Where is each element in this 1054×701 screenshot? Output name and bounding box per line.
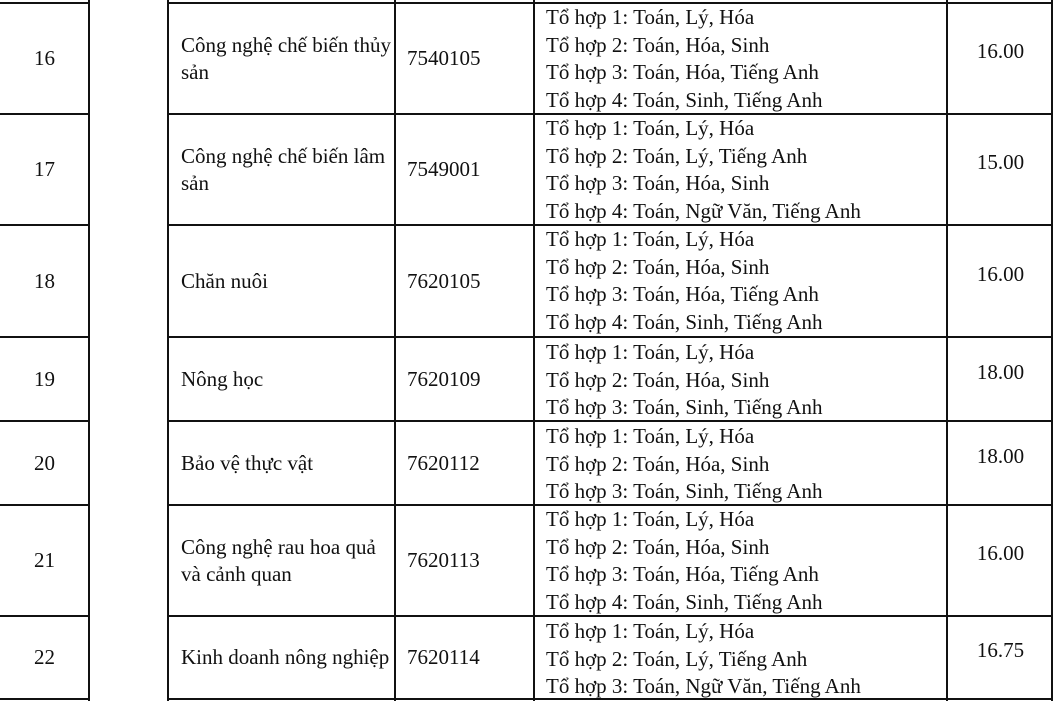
major-name: Công nghệ chế biến thủy sản [181,32,391,84]
subject-combinations [536,422,947,505]
major-name: Công nghệ rau hoa quả và cảnh quan [181,534,376,586]
major-name: Công nghệ chế biến lâm sản [181,143,386,195]
subject-combinations [536,506,947,616]
major-name: Kinh doanh nông nghiệp [181,645,390,670]
combination-line: Tổ hợp 2: Toán, Hóa, Sinh [546,451,770,476]
row-number: 22 [34,645,55,670]
combination-line: Tổ hợp 4: Toán, Ngữ Văn, Tiếng Anh [546,198,861,223]
major-code: 7549001 [407,157,481,182]
major-code: 7620114 [407,645,480,670]
combination-line: Tổ hợp 3: Toán, Hóa, Sinh [546,171,770,195]
subject-combinations [536,115,947,225]
combination-line: Tổ hợp 1: Toán, Lý, Hóa [546,424,755,448]
combination-line: Tổ hợp 3: Toán, Ngữ Văn, Tiếng Anh [546,674,861,698]
combination-line: Tổ hợp 1: Toán, Lý, Hóa [546,116,755,140]
major-code: 7620112 [407,450,480,475]
combination-line: Tổ hợp 4: Toán, Sinh, Tiếng Anh [546,309,823,334]
subject-combinations [536,338,947,421]
combination-line: Tổ hợp 4: Toán, Sinh, Tiếng Anh [546,589,823,614]
major-name: Bảo vệ thực vật [181,450,314,475]
cutoff-score: 16.00 [976,39,1025,64]
major-name: Chăn nuôi [181,268,268,293]
combination-line: Tổ hợp 3: Toán, Hóa, Tiếng Anh [546,562,819,586]
major-code: 7620105 [407,268,481,293]
row-number: 20 [34,450,55,475]
major-name: Nông học [181,366,264,391]
combination-line: Tổ hợp 1: Toán, Lý, Hóa [546,507,755,531]
combination-line: Tổ hợp 1: Toán, Lý, Hóa [546,340,755,364]
major-code: 7620113 [407,548,480,573]
combination-line: Tổ hợp 3: Toán, Sinh, Tiếng Anh [546,395,823,419]
combination-line: Tổ hợp 3: Toán, Sinh, Tiếng Anh [546,479,823,503]
combination-line: Tổ hợp 2: Toán, Lý, Tiếng Anh [546,646,808,671]
cutoff-score: 15.00 [976,150,1025,175]
combination-line: Tổ hợp 2: Toán, Hóa, Sinh [546,32,770,57]
combination-line: Tổ hợp 2: Toán, Hóa, Sinh [546,367,770,392]
cutoff-score: 16.00 [976,261,1025,286]
combination-line: Tổ hợp 3: Toán, Hóa, Tiếng Anh [546,282,819,306]
cutoff-score: 18.00 [976,443,1025,468]
combination-line: Tổ hợp 1: Toán, Lý, Hóa [546,619,755,643]
cutoff-score: 16.75 [976,638,1025,663]
row-number: 21 [34,548,55,573]
row-number: 17 [34,157,55,182]
subject-combinations [536,617,947,699]
major-code: 7540105 [407,46,481,71]
row-number: 19 [34,366,55,391]
major-code: 7620109 [407,366,481,391]
subject-combinations [536,226,947,337]
combination-line: Tổ hợp 2: Toán, Hóa, Sinh [546,534,770,559]
combination-line: Tổ hợp 3: Toán, Hóa, Tiếng Anh [546,60,819,84]
subject-combinations [536,4,947,114]
combination-line: Tổ hợp 2: Toán, Hóa, Sinh [546,254,770,279]
cutoff-score: 18.00 [976,359,1025,384]
row-number: 18 [34,268,55,293]
cutoff-score: 16.00 [976,541,1025,566]
row-number: 16 [34,46,55,71]
column-divider [167,0,169,701]
combination-line: Tổ hợp 1: Toán, Lý, Hóa [546,227,755,251]
combination-line: Tổ hợp 2: Toán, Lý, Tiếng Anh [546,143,808,168]
combination-line: Tổ hợp 1: Toán, Lý, Hóa [546,5,755,29]
combination-line: Tổ hợp 4: Toán, Sinh, Tiếng Anh [546,87,823,112]
